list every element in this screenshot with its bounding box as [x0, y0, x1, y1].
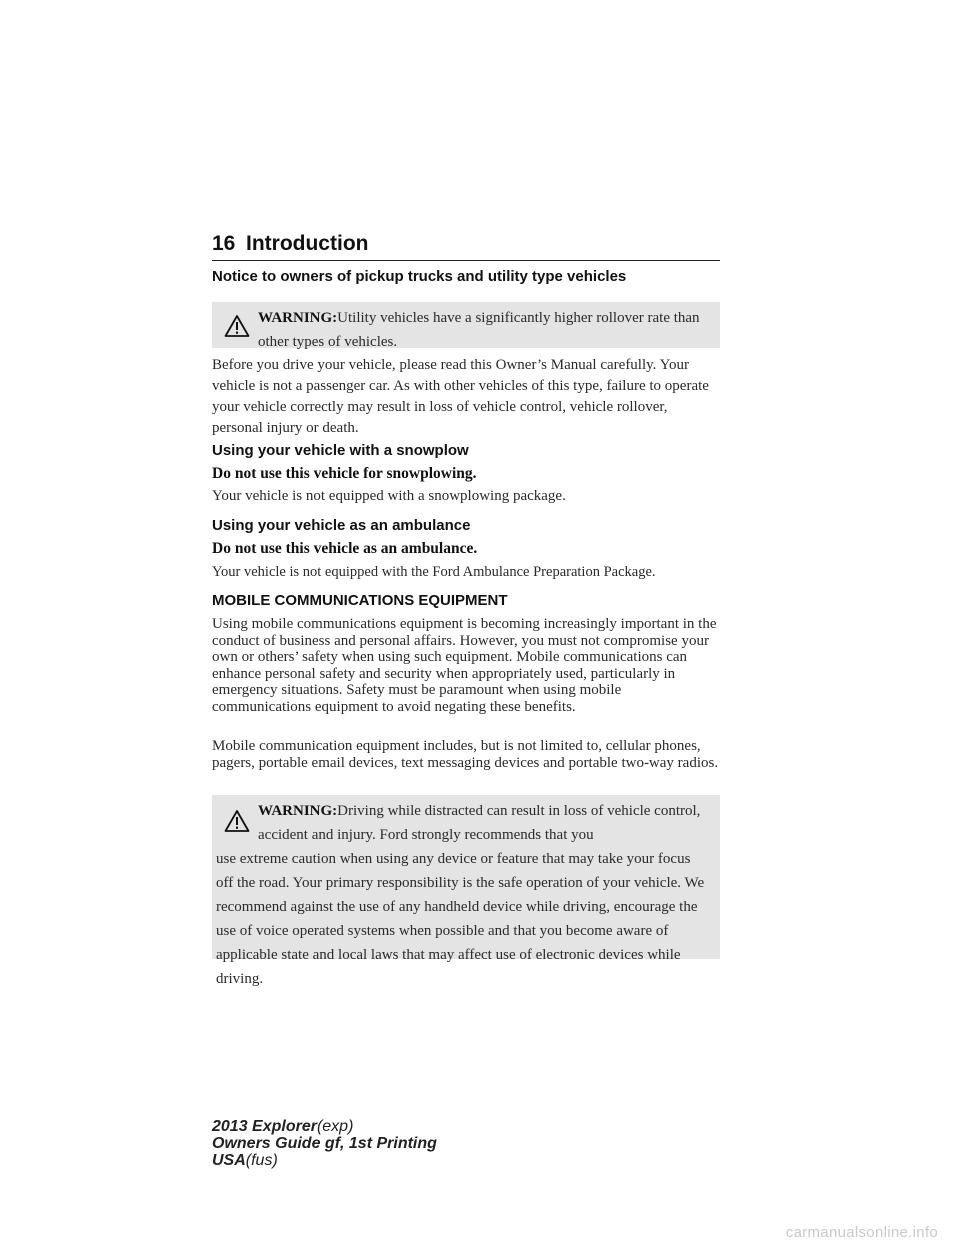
ambulance-bold-statement: Do not use this vehicle as an ambulance.: [212, 540, 478, 557]
mobile-comms-paragraph-1: Using mobile communications equipment is becoming increasingly important in the conduct of business and personal affairs. However, you must not compromise your own or others’ safety when using such equipment. Mobile communications can enhance personal safety and security when appropriately used, particularly in emergency situations. Safety must be paramount when using mobile communications equipment to avoid negating these benefits.: [212, 616, 717, 715]
footer-guide-edition: Owners Guide gf, 1st Printing: [212, 1135, 437, 1152]
footer-market-code: (fus): [245, 1152, 278, 1169]
mobile-comms-paragraph-2: Mobile communication equipment includes, but is not limited to, cellular phones, pagers, portable email devices, text messaging devices and portable two-way radios.: [212, 738, 719, 771]
snowplow-bold-statement: Do not use this vehicle for snowplowing.: [212, 465, 477, 482]
warning-message: Utility vehicles have a significantly higher rollover rate than other types of vehicles.: [258, 310, 700, 350]
page-number: 16: [212, 232, 236, 255]
snowplow-paragraph: Your vehicle is not equipped with a snowplowing package.: [212, 488, 566, 504]
footer-line-1: [212, 1118, 437, 1135]
footer-model-code: (exp): [316, 1118, 354, 1135]
warning-triangle-icon: [224, 314, 250, 338]
owners-manual-paragraph: Before you drive your vehicle, please read this Owner’s Manual carefully. Your vehicle is not a passenger car. As with other vehicles of this type, failure to operate your vehicle correctly may result in loss of vehicle control, vehicle rollover, personal injury or death.: [212, 357, 709, 436]
distraction-warning-body: use extreme caution when using any device or feature that may take your focus off the road. Your primary responsibility is the safe operation of your vehicle. We recommend against the use of any handheld device while driving, encourage the use of voice operated systems when possible and that you become aware of applicable state and local laws that may affect use of electronic devices while driving.: [216, 851, 705, 987]
warning-message-start: Driving while distracted can result in loss of vehicle control, accident and injury. Ford strongly recommends that you: [258, 803, 701, 843]
warning-label: WARNING:: [258, 310, 338, 326]
distraction-warning-box: [212, 795, 720, 987]
page-header: [212, 232, 720, 261]
footer-market: USA: [212, 1152, 246, 1169]
warning-triangle-icon: [224, 809, 250, 833]
site-watermark: carmanualsonline.info: [785, 1224, 938, 1241]
notice-heading: Notice to owners of pickup trucks and utility type vehicles: [212, 268, 627, 285]
mobile-comms-heading: MOBILE COMMUNICATIONS EQUIPMENT: [212, 592, 508, 609]
rollover-warning-text: [212, 302, 720, 354]
snowplow-heading: Using your vehicle with a snowplow: [212, 442, 469, 459]
footer-line-3: [212, 1152, 437, 1169]
distraction-warning-first-lines: [212, 799, 720, 847]
rollover-warning-box: [212, 302, 720, 348]
footer-model: 2013 Explorer: [212, 1118, 317, 1135]
footer-line-2: [212, 1135, 437, 1152]
warning-label: WARNING:: [258, 803, 338, 819]
section-title: Introduction: [246, 232, 369, 255]
ambulance-heading: Using your vehicle as an ambulance: [212, 517, 471, 534]
ambulance-paragraph: Your vehicle is not equipped with the Ford Ambulance Preparation Package.: [212, 564, 656, 580]
document-footer: [212, 1118, 437, 1169]
